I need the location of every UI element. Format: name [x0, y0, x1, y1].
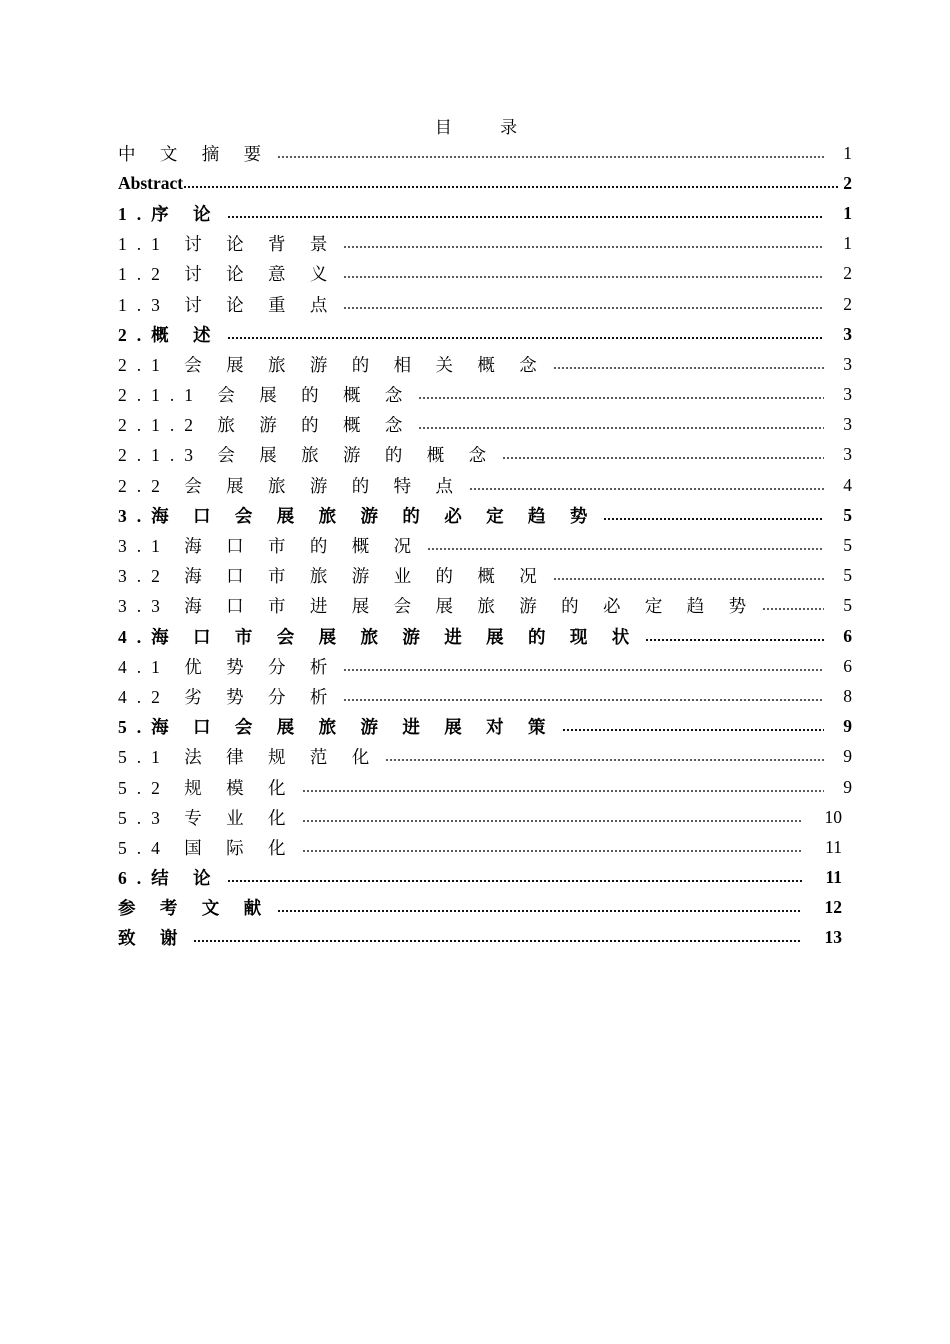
toc-dot-leader	[645, 639, 824, 641]
toc-dot-leader	[227, 880, 803, 882]
toc-entry[interactable]	[118, 138, 852, 168]
toc-page-number: 3	[843, 384, 852, 405]
toc-page-number: 1	[843, 142, 852, 163]
toc-page-number: 11	[825, 867, 842, 888]
toc-dot-leader	[343, 669, 824, 671]
toc-entry-label: 5.海 口 会 展 旅 游 进 展 对 策	[118, 717, 556, 738]
toc-dot-leader	[562, 729, 825, 731]
toc-dot-leader	[427, 548, 824, 550]
toc-entry[interactable]	[118, 621, 852, 651]
toc-page-number: 13	[824, 927, 842, 948]
toc-dot-leader	[277, 156, 824, 158]
toc-page-number: 11	[825, 836, 842, 857]
toc-dot-leader	[469, 488, 824, 490]
toc-entry[interactable]	[118, 561, 852, 591]
toc-dot-leader	[302, 790, 825, 792]
toc-dot-leader	[277, 910, 802, 912]
toc-entry-label: 5.2 规 模 化	[118, 777, 296, 798]
toc-page-number: 3	[843, 444, 852, 465]
toc-page-number: 2	[843, 293, 852, 314]
toc-dot-leader	[418, 397, 824, 399]
toc-page-number: 5	[843, 504, 852, 525]
toc-entry[interactable]	[118, 893, 852, 923]
toc-entry-label: 6.结 论	[118, 868, 221, 889]
toc-entry[interactable]	[118, 772, 852, 802]
toc-entry-label: 2.1 会 展 旅 游 的 相 关 概 念	[118, 354, 547, 375]
toc-page-number: 12	[824, 897, 842, 918]
toc-entry[interactable]	[118, 259, 852, 289]
toc-entry[interactable]	[118, 319, 852, 349]
toc-entry-label: 2.概 述	[118, 324, 221, 345]
toc-page-number: 9	[843, 746, 852, 767]
toc-entry-label: 2.2 会 展 旅 游 的 特 点	[118, 475, 463, 496]
toc-dot-leader	[227, 337, 825, 339]
toc-dot-leader	[343, 307, 824, 309]
toc-entry-label: 5.4 国 际 化	[118, 837, 296, 858]
toc-entry-label: 3.1 海 口 市 的 概 况	[118, 536, 422, 557]
toc-page-number: 6	[843, 625, 852, 646]
toc-page-number: 9	[843, 716, 852, 737]
toc-page-number: 2	[843, 263, 852, 284]
toc-entry-label: 5.1 法 律 规 范 化	[118, 747, 380, 768]
toc-dot-leader	[762, 608, 824, 610]
toc-entry[interactable]	[118, 651, 852, 681]
toc-entry-label: 3.海 口 会 展 旅 游 的 必 定 趋 势	[118, 505, 598, 526]
toc-entry[interactable]	[118, 712, 852, 742]
toc-entry[interactable]	[118, 802, 852, 832]
toc-dot-leader	[343, 246, 824, 248]
toc-page-number: 6	[843, 655, 852, 676]
toc-entry[interactable]	[118, 229, 852, 259]
toc-page-number: 3	[843, 353, 852, 374]
toc-page-number: 1	[843, 233, 852, 254]
toc-entry[interactable]	[118, 863, 852, 893]
toc-entry-label: 1.2 讨 论 意 义	[118, 264, 338, 285]
toc-page-number: 1	[843, 202, 852, 223]
toc-dot-leader	[302, 850, 803, 852]
toc-entry[interactable]	[118, 380, 852, 410]
toc-entry[interactable]	[118, 410, 852, 440]
toc-page-number: 2	[843, 172, 852, 193]
toc-page-number: 4	[843, 474, 852, 495]
toc-dot-leader	[603, 518, 824, 520]
toc-dot-leader	[183, 186, 840, 188]
toc-dot-leader	[227, 216, 825, 218]
toc-dot-leader	[553, 578, 824, 580]
toc-title: 目 录	[434, 118, 540, 137]
toc-list	[118, 138, 852, 953]
toc-dot-leader	[343, 699, 824, 701]
toc-page-number: 5	[843, 535, 852, 556]
toc-entry[interactable]	[118, 832, 852, 862]
toc-entry[interactable]	[118, 470, 852, 500]
toc-page-number: 9	[843, 776, 852, 797]
toc-entry-label: 1.3 讨 论 重 点	[118, 294, 338, 315]
toc-page-number: 8	[843, 685, 852, 706]
toc-dot-leader	[302, 820, 803, 822]
toc-dot-leader	[343, 276, 824, 278]
toc-entry[interactable]	[118, 289, 852, 319]
toc-entry-label: 中 文 摘 要	[118, 143, 272, 164]
toc-dot-leader	[502, 457, 824, 459]
toc-dot-leader	[385, 759, 824, 761]
toc-page-number: 5	[843, 565, 852, 586]
toc-entry-label: 2.1.3 会 展 旅 游 的 概 念	[118, 445, 497, 466]
toc-entry-label: Abstract	[118, 172, 184, 193]
toc-entry-label: 1.1 讨 论 背 景	[118, 234, 338, 255]
toc-entry-label: 4.1 优 势 分 析	[118, 656, 338, 677]
toc-entry[interactable]	[118, 923, 852, 953]
toc-dot-leader	[418, 427, 824, 429]
toc-entry[interactable]	[118, 681, 852, 711]
toc-entry[interactable]	[118, 530, 852, 560]
toc-page-number: 10	[824, 806, 842, 827]
toc-entry-label: 4.2 劣 势 分 析	[118, 686, 338, 707]
toc-entry[interactable]	[118, 591, 852, 621]
toc-entry[interactable]	[118, 198, 852, 228]
toc-entry[interactable]	[118, 742, 852, 772]
toc-entry-label: 3.3 海 口 市 进 展 会 展 旅 游 的 必 定 趋 势	[118, 596, 757, 617]
toc-entry-label: 5.3 专 业 化	[118, 807, 296, 828]
toc-entry-label: 2.1.1 会 展 的 概 念	[118, 385, 413, 406]
toc-entry[interactable]	[118, 168, 852, 198]
toc-entry-label: 1.序 论	[118, 203, 221, 224]
toc-page-number: 3	[843, 414, 852, 435]
toc-page-number: 3	[843, 323, 852, 344]
toc-entry-label: 4.海 口 市 会 展 旅 游 进 展 的 现 状	[118, 626, 640, 647]
toc-entry[interactable]	[118, 500, 852, 530]
toc-entry[interactable]	[118, 349, 852, 379]
toc-entry-label: 致 谢	[118, 928, 188, 949]
toc-dot-leader	[553, 367, 824, 369]
toc-entry-label: 2.1.2 旅 游 的 概 念	[118, 415, 413, 436]
toc-page-number: 5	[843, 595, 852, 616]
toc-dot-leader	[193, 940, 802, 942]
toc-entry[interactable]	[118, 440, 852, 470]
toc-entry-label: 参 考 文 献	[118, 898, 272, 919]
toc-entry-label: 3.2 海 口 市 旅 游 业 的 概 况	[118, 566, 547, 587]
